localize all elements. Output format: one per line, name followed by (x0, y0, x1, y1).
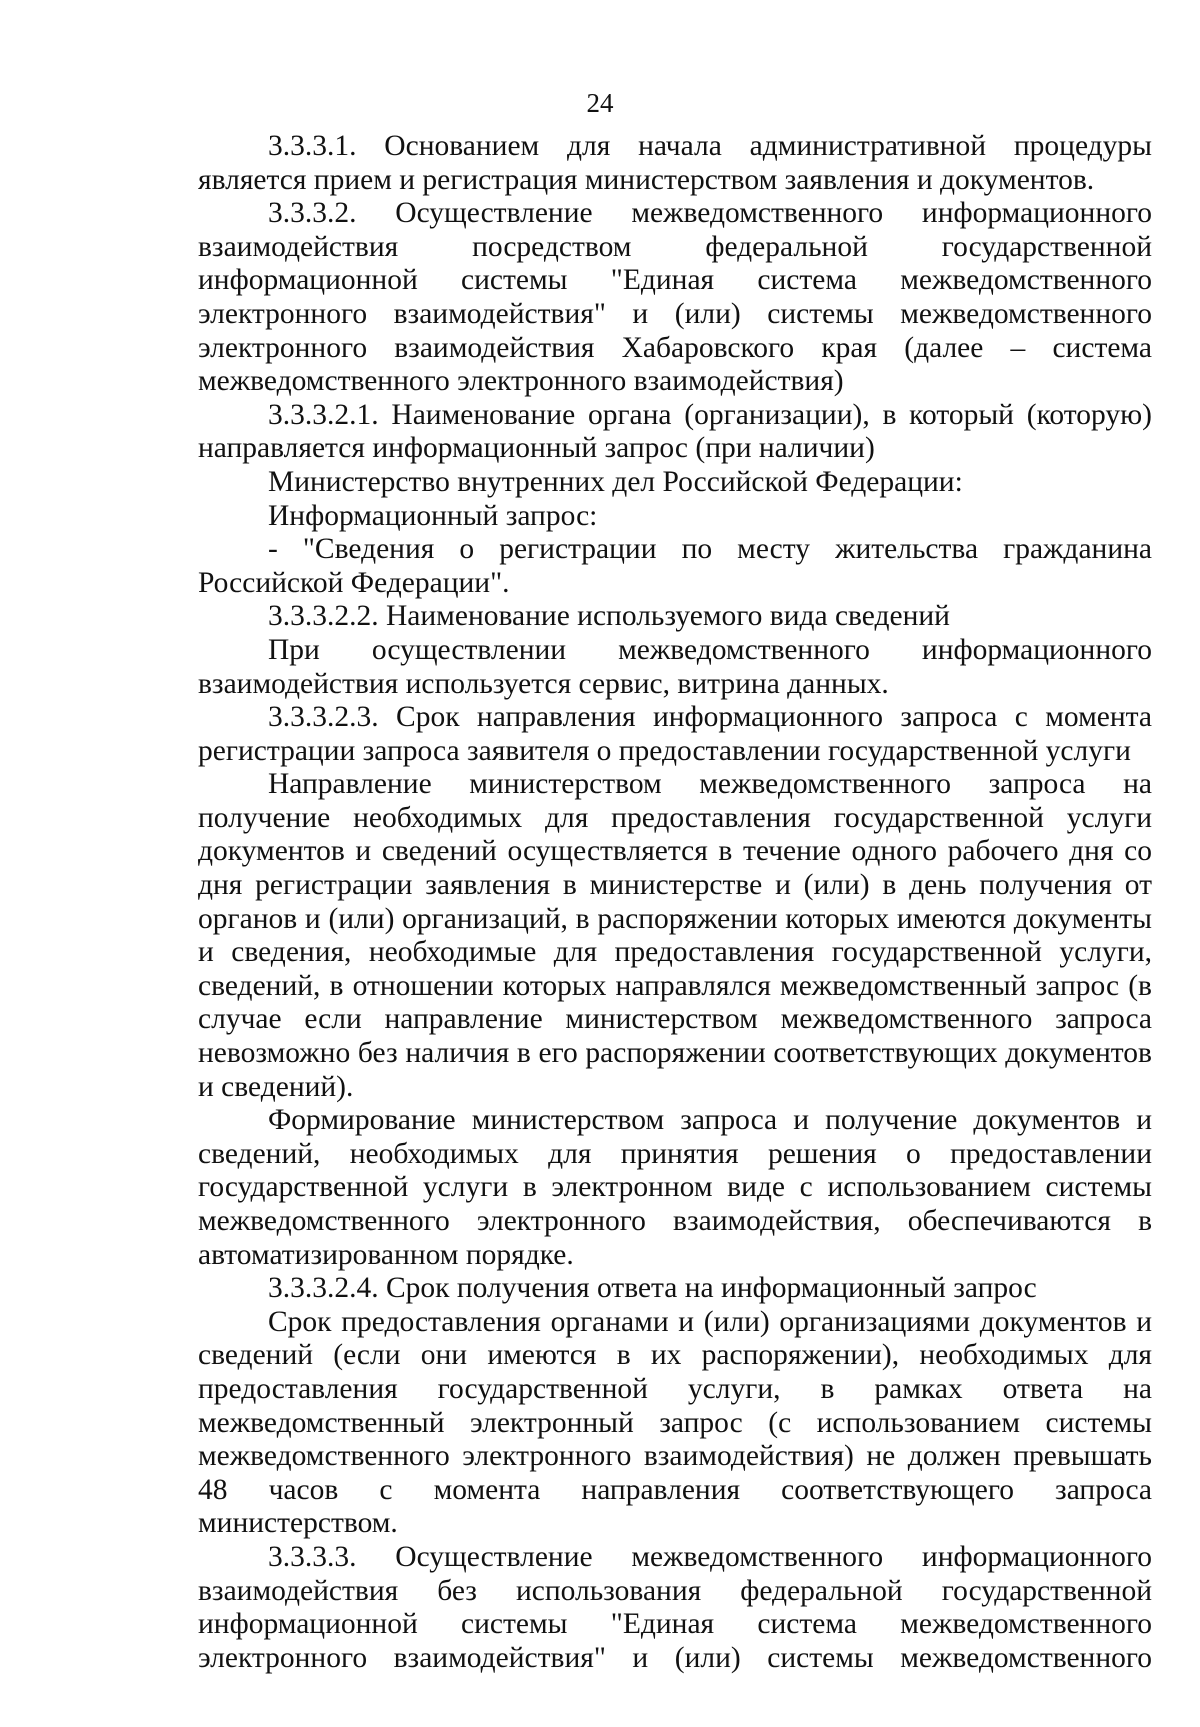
paragraph-3-3-3-2-2: 3.3.3.2.2. Наименование используемого вида сведений (268, 600, 950, 633)
paragraph-3-3-3-2: 3.3.3.2. Осуществление межведомственного информационного взаимодействия посредством федеральной государственной информационной системы "Единая система межведомственного электронного взаимодействия" и (или) системы межведомственного электронного взаимодействия Хабаровского края (далее – система межведомственного электронного взаимодействия) (198, 197, 1152, 398)
paragraph-3-3-3-2-4: 3.3.3.2.4. Срок получения ответа на информационный запрос (268, 1272, 1037, 1305)
paragraph-request-formation: Формирование министерством запроса и получение документов и сведений, необходимых для принятия решения о предоставлении государственной услуги в электронном виде с использованием системы межведомственного электронного взаимодействия, обеспечиваются в автоматизированном порядке. (198, 1104, 1152, 1271)
paragraph-3-3-3-3: 3.3.3.3. Осуществление межведомственного информационного взаимодействия без использования федеральной государственной информационной системы "Единая система межведомственного электронного взаимодействия" и (или) системы межведомственного (198, 1540, 1152, 1674)
paragraph-ministry-name: Министерство внутренних дел Российской Федерации: (268, 465, 963, 498)
paragraph-3-3-3-2-1: 3.3.3.2.1. Наименование органа (организации), в который (которую) направляется информационный запрос (при наличии) (198, 398, 1152, 465)
paragraph-3-3-3-1: 3.3.3.1. Основанием для начала административной процедуры является прием и регистрация министерством заявления и документов. (198, 130, 1152, 196)
paragraph-info-request-label: Информационный запрос: (268, 499, 598, 532)
page-number: 24 (586, 88, 614, 118)
paragraph-3-3-3-2-3: 3.3.3.2.3. Срок направления информационного запроса с момента регистрации запроса заявителя о предоставлении государственной услуги (198, 701, 1152, 767)
document-body (198, 130, 1152, 1675)
paragraph-request-direction: Направление министерством межведомственного запроса на получение необходимых для предоставления государственной услуги документов и сведений осуществляется в течение одного рабочего дня со дня регистрации заявления в министерстве и (или) в день получения от органов и (или) организаций, в распоряжении которых имеются документы и сведения, необходимые для предоставления государственной услуги, сведений, в отношении которых направлялся межведомственный запрос (в случае если направление министерством межведомственного запроса невозможно без наличия в его распоряжении соответствующих документов и сведений). (198, 768, 1152, 1103)
paragraph-info-request-item: - "Сведения о регистрации по месту жительства гражданина Российской Федерации". (198, 533, 1152, 599)
paragraph-service-used: При осуществлении межведомственного информационного взаимодействия используется сервис, витрина данных. (198, 633, 1152, 700)
paragraph-response-term: Срок предоставления органами и (или) организациями документов и сведений (если они имеются в их распоряжении), необходимых для предоставления государственной услуги, в рамках ответа на межведомственный электронный запрос (с использованием системы межведомственного электронного взаимодействия) не должен превышать 48 часов с момента направления соответствующего запроса министерством. (198, 1305, 1152, 1540)
